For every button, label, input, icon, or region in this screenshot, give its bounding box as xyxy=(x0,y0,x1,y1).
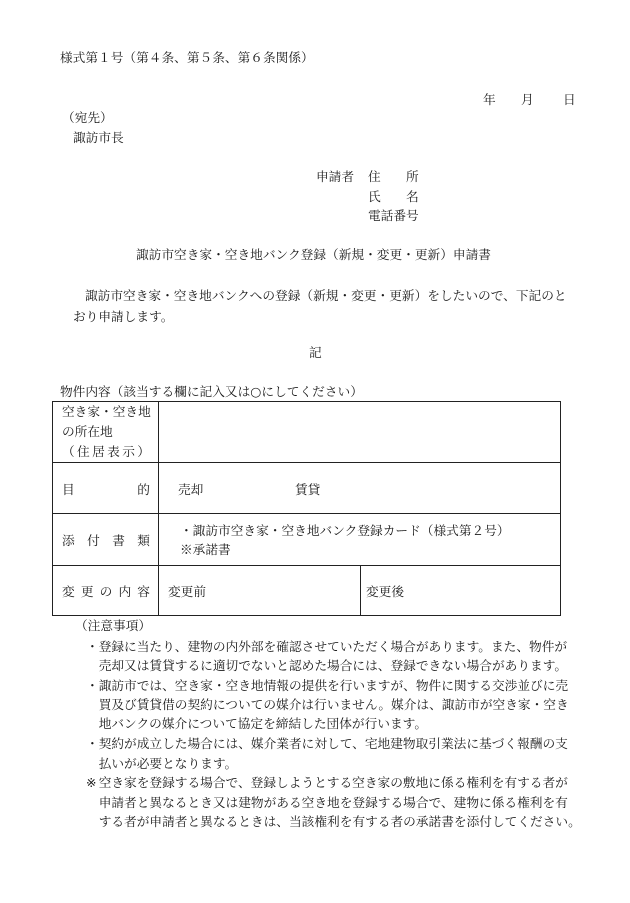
table-row-changes xyxy=(53,566,560,615)
change-before-cell[interactable] xyxy=(159,566,361,615)
date-day-label: 日 xyxy=(563,92,576,107)
purpose-value-cell xyxy=(159,463,560,513)
note-item xyxy=(86,678,568,694)
body-text-line-1: 諏訪市空き家・空き地バンクへの登録（新規・変更・更新）をしたいので、下記のと xyxy=(85,288,567,303)
document-title: 諏訪市空き家・空き地バンク登録（新規・変更・更新）申請書 xyxy=(136,247,491,262)
note-item xyxy=(86,639,567,655)
applicant-name-label: 氏 名 xyxy=(368,189,419,204)
note-line: 地バンクの媒介について協定を締結した団体が行います。 xyxy=(98,716,428,731)
table-row-location xyxy=(53,402,560,463)
changes-label-cell xyxy=(53,566,159,615)
note-bullet: ・ xyxy=(86,678,99,693)
change-after-label: 変更後 xyxy=(366,584,405,599)
note-line: 買及び賃貸借の契約についての媒介は行いません。媒介は、諏訪市が空き家・空き xyxy=(98,697,569,712)
date-month-label: 月 xyxy=(521,92,534,107)
changes-label: 変更の内容 xyxy=(62,584,150,599)
note-item xyxy=(86,775,568,791)
change-after-cell[interactable] xyxy=(361,566,560,615)
note-line: 登録に当たり、建物の内外部を確認させていただく場合があります。また、物件が xyxy=(98,639,568,654)
purpose-option-rent[interactable]: 賃貸 xyxy=(295,481,321,497)
ki-heading: 記 xyxy=(309,345,322,360)
note-line: 空き家を登録する場合で、登録しようとする空き家の敷地に係る権利を有する者が xyxy=(98,775,568,790)
table-row-purpose xyxy=(53,463,560,514)
applicant-phone-label: 電話番号 xyxy=(368,208,419,223)
form-number: 様式第１号（第４条、第５条、第６条関係） xyxy=(60,50,314,65)
note-bullet: ・ xyxy=(86,639,99,654)
location-label-line: の所在地 xyxy=(62,424,113,439)
attachments-label-cell xyxy=(53,514,159,565)
changes-value-cell xyxy=(159,566,560,615)
attachments-value-cell xyxy=(159,514,560,565)
notes-heading: （注意事項） xyxy=(75,618,152,633)
change-before-label: 変更前 xyxy=(168,584,207,599)
property-table xyxy=(52,401,561,616)
body-text-line-2: おり申請します。 xyxy=(73,309,174,324)
attachments-label: 添付書類 xyxy=(62,533,150,548)
purpose-label-cell xyxy=(53,463,159,513)
note-line: 売却又は賃貸するに適切でないと認めた場合には、登録できない場合があります。 xyxy=(98,658,568,673)
location-label-line: 空き家・空き地 xyxy=(62,404,151,419)
note-line: 払いが必要となります。 xyxy=(98,756,238,771)
applicant-label: 申請者 xyxy=(316,169,355,184)
property-table-caption: 物件内容（該当する欄に記入又は○にしてください） xyxy=(60,384,363,399)
note-item xyxy=(86,736,568,752)
note-line: する者が申請者と異なるときは、当該権利を有する者の承諾書を添付してください。 xyxy=(98,814,581,829)
addressee-label: （宛先） xyxy=(62,110,113,125)
addressee-name: 諏訪市長 xyxy=(73,130,124,145)
applicant-address-label: 住 所 xyxy=(368,169,419,184)
attachment-item: ※承諾書 xyxy=(180,541,231,557)
note-line: 諏訪市では、空き家・空き地情報の提供を行いますが、物件に関する交渉並びに売 xyxy=(98,678,569,693)
note-asterisk-mark: ※ xyxy=(86,775,97,790)
location-value-cell[interactable] xyxy=(159,402,560,462)
date-year-label: 年 xyxy=(483,92,496,107)
purpose-option-sale[interactable]: 売却 xyxy=(178,481,204,497)
table-row-attachments xyxy=(53,514,560,566)
note-bullet: ・ xyxy=(86,736,99,751)
note-line: 契約が成立した場合には、媒介業者に対して、宅地建物取引業法に基づく報酬の支 xyxy=(98,736,568,751)
purpose-label: 目的 xyxy=(62,481,150,497)
note-line: 申請者と異なるとき又は建物がある空き地を登録する場合で、建物に係る権利を有 xyxy=(98,795,568,810)
attachment-item: ・諏訪市空き家・空き地バンク登録カード（様式第２号） xyxy=(180,522,510,538)
location-label-cell xyxy=(53,402,159,462)
location-label-line: （住居表示） xyxy=(62,444,150,459)
